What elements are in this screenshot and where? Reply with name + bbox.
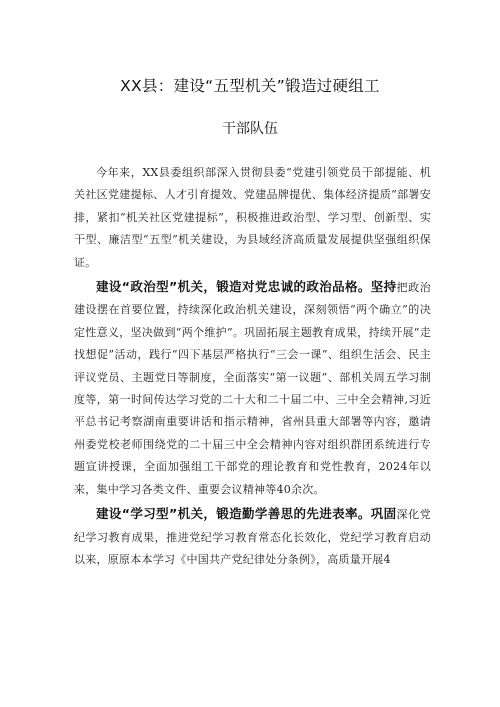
section-heading-political: 建设“政治型”机关，锻造对党忠诚的政治品格。坚持 (96, 279, 397, 295)
document-subtitle: 干部队伍 (222, 121, 278, 137)
paragraph-text: 把政治建设摆在首要位置，持续深化政治机关建设，深刻领悟“两个确立”的决定性意义，坚决做到“两个维护”。巩固拓展主题教育成果，持续开展“走找想促”活动，践行“四下基层严格执行“三会一课”、组织生活会、民主评议党员、主题党日等制度，全面落实“第一议题”、部机关周五学习制度等，第一时间传达学习党的二十大和二十届二中、三中全会精神,习近平总书记考察湖南重要讲话和指示精神，省州县重大部署等内容，邀请州委党校老师围绕党的二十届三中全会精神内容对组织群团系统进行专题宣讲授课，全面加强组工干部党的理论教育和党性教育，2024年以来，集中学习各类文件、重要会议精神等40余次。 (74, 281, 432, 496)
paragraph-text: 深化党纪学习教育成果，推进党纪学习教育常态化长效化，党纪学习教育启动以来，原原本本学习《中国共产党纪律处分条例》，高质量开展4 (74, 508, 432, 566)
paragraph-learning (74, 503, 431, 571)
document-body (74, 162, 431, 571)
section-heading-learning: 建设“学习型”机关，锻造勤学善思的先进表率。巩固 (96, 506, 397, 522)
document-title: XX县：建设“五型机关”锻造过硬组工 (120, 77, 380, 95)
paragraph-intro (74, 162, 431, 274)
paragraph-political (74, 276, 431, 501)
paragraph-text: 今年来，XX县委组织部深入贯彻县委“党建引领党员干部提能、机关社区党建提标、人才引育提效、党建品牌提优、集体经济提质“部署安排，紧扣“机关社区党建提标”，积极推进政治型、学习型、创新型、实干型、廉洁型“五型”机关建设，为县域经济高质量发展提供坚强组织保证。 (74, 166, 431, 269)
